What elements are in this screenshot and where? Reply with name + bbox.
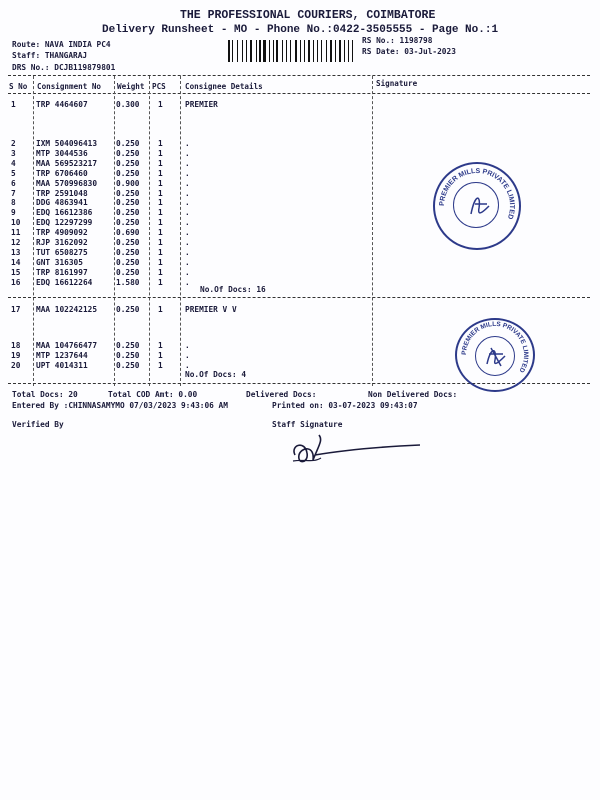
svg-text:PREMIER MILLS PRIVATE LIMITED: PREMIER MILLS PRIVATE LIMITED (438, 167, 516, 220)
barcode-bar (269, 40, 270, 62)
row-sno: 14 (11, 257, 21, 267)
row-sno: 20 (11, 360, 21, 370)
printed-on: Printed on: 03-07-2023 09:43:07 (272, 401, 418, 410)
barcode-bar (348, 40, 349, 62)
row-sno: 4 (11, 158, 16, 168)
row-sno: 1 (11, 100, 16, 109)
company-stamp-1 (433, 162, 521, 250)
verified-by: Verified By (12, 420, 64, 429)
col-sep-3 (149, 76, 150, 386)
row-weight: 0.250 (116, 238, 140, 247)
row-consignee: . (185, 277, 190, 287)
row-weight: 0.250 (116, 198, 140, 208)
divider-top (8, 75, 590, 76)
row-sno: 2 (11, 139, 16, 148)
row-pcs: 1 (158, 238, 163, 247)
row-consignment: TRP 4464607 (36, 100, 88, 109)
rs-date: RS Date: 03-Jul-2023 (362, 47, 456, 56)
barcode-bar (295, 40, 297, 62)
col-consignment: Consignment No (37, 82, 102, 91)
col-sno: S No (9, 82, 28, 91)
row-consignment: TRP 4909092 (36, 228, 88, 238)
row-weight: 0.250 (116, 188, 140, 198)
col-sep-5 (372, 76, 373, 386)
company-stamp-2 (455, 318, 535, 392)
row-sno: 15 (11, 267, 21, 277)
row-pcs: 1 (158, 178, 163, 188)
row-consignee: . (185, 208, 190, 218)
barcode-bar (313, 40, 315, 62)
row-consignment: UPT 4014311 (36, 360, 88, 370)
barcode-bar (317, 40, 318, 62)
barcode-bar (335, 40, 336, 62)
row-pcs: 1 (158, 100, 163, 109)
row-consignment: MAA 104766477 (36, 341, 98, 350)
barcode-bar (242, 40, 244, 62)
barcode-bar (290, 40, 291, 62)
row-pcs: 1 (158, 341, 163, 350)
row-pcs: 1 (158, 305, 163, 314)
row-consignment: MAA 570996830 (36, 178, 98, 188)
row-consignee: PREMIER (185, 100, 218, 109)
delivered-docs: Delivered Docs: (246, 390, 317, 399)
row-consignment: GNT 316305 (36, 257, 83, 267)
row-sno: 3 (11, 148, 16, 158)
row-pcs: 1 (158, 277, 163, 287)
row-sno: 6 (11, 178, 16, 188)
barcode (228, 40, 354, 62)
row-consignee: . (185, 178, 190, 188)
barcode-bar (246, 40, 247, 62)
row-sno: 10 (11, 218, 21, 228)
barcode-bar (263, 40, 265, 62)
row-sno: 17 (11, 305, 21, 314)
row-consignee: . (185, 218, 190, 228)
barcode-bar (321, 40, 322, 62)
row-consignment: MAA 102242125 (36, 305, 98, 314)
row-consignment: MTP 1237644 (36, 350, 88, 360)
barcode-bar (344, 40, 345, 62)
row-weight: 0.250 (116, 218, 140, 228)
stamp-text-ring (435, 164, 519, 248)
row-consignee: . (185, 238, 190, 247)
row-pcs: 1 (158, 257, 163, 267)
row-consignee: . (185, 139, 190, 148)
row-weight: 0.250 (116, 158, 140, 168)
svg-text:PREMIER MILLS PRIVATE LIMITED: PREMIER MILLS PRIVATE LIMITED (460, 320, 530, 374)
divider-header (8, 93, 590, 94)
row-consignee: . (185, 341, 190, 350)
row-weight: 0.250 (116, 148, 140, 158)
row-weight: 0.250 (116, 208, 140, 218)
col-weight: Weight (117, 82, 145, 91)
col-sep-1 (33, 76, 34, 386)
barcode-bar (339, 40, 341, 62)
barcode-bar (228, 40, 230, 62)
row-consignment: IXM 504096413 (36, 139, 98, 148)
group2-doc-count: No.Of Docs: 4 (185, 370, 247, 379)
row-pcs: 1 (158, 360, 163, 370)
row-consignee: . (185, 350, 190, 360)
row-consignee: . (185, 257, 190, 267)
barcode-bar (237, 40, 238, 62)
row-consignment: EDQ 16612386 (36, 208, 93, 218)
row-weight: 0.250 (116, 247, 140, 257)
barcode-bar (276, 40, 278, 62)
row-pcs: 1 (158, 208, 163, 218)
col-sep-2 (114, 76, 115, 386)
row-sno: 8 (11, 198, 16, 208)
route-label: Route: NAVA INDIA PC4 (12, 40, 111, 49)
row-weight: 0.250 (116, 305, 140, 314)
row-consignee: . (185, 228, 190, 238)
row-consignment: EDQ 16612264 (36, 277, 93, 287)
row-pcs: 1 (158, 168, 163, 178)
total-cod: Total COD Amt: 0.00 (108, 390, 198, 399)
row-weight: 0.300 (116, 100, 140, 109)
row-pcs: 1 (158, 218, 163, 228)
row-pcs: 1 (158, 267, 163, 277)
barcode-bar (352, 40, 353, 62)
col-signature: Signature (376, 79, 418, 88)
row-pcs: 1 (158, 148, 163, 158)
row-sno: 18 (11, 341, 21, 350)
row-weight: 0.250 (116, 139, 140, 148)
col-pcs: PCS (152, 82, 166, 91)
runsheet-subtitle: Delivery Runsheet - MO - Phone No.:0422-3505555 - Page No.:1 (102, 24, 499, 36)
row-consignment: MTP 3044536 (36, 148, 88, 158)
barcode-bar (282, 40, 283, 62)
row-consignment: TRP 6706460 (36, 168, 88, 178)
row-consignee: . (185, 168, 190, 178)
row-weight: 0.250 (116, 267, 140, 277)
rs-number: RS No.: 1198798 (362, 36, 433, 45)
barcode-bar (300, 40, 301, 62)
row-consignment: TUT 6508275 (36, 247, 88, 257)
row-sno: 11 (11, 228, 21, 238)
row-weight: 0.900 (116, 178, 140, 188)
barcode-bar (250, 40, 252, 62)
drs-number: DRS No.: DCJB119879801 (12, 63, 116, 72)
row-weight: 0.250 (116, 350, 140, 360)
barcode-bar (326, 40, 327, 62)
row-sno: 13 (11, 247, 21, 257)
staff-signature-scribble (285, 425, 425, 470)
barcode-bar (308, 40, 310, 62)
row-sno: 12 (11, 238, 21, 247)
barcode-bar (304, 40, 305, 62)
company-title: THE PROFESSIONAL COURIERS, COIMBATORE (180, 9, 436, 22)
row-pcs: 1 (158, 228, 163, 238)
total-docs: Total Docs: 20 (12, 390, 78, 399)
row-consignment: MAA 569523217 (36, 158, 98, 168)
row-consignment: DDG 4863941 (36, 198, 88, 208)
divider-group (8, 297, 590, 298)
row-sno: 9 (11, 208, 16, 218)
row-consignee: . (185, 198, 190, 208)
row-consignment: TRP 8161997 (36, 267, 88, 277)
row-weight: 0.250 (116, 341, 140, 350)
row-consignment: TRP 2591048 (36, 188, 88, 198)
row-consignee: . (185, 267, 190, 277)
row-pcs: 1 (158, 247, 163, 257)
barcode-bar (232, 40, 233, 62)
row-weight: 0.250 (116, 360, 140, 370)
row-pcs: 1 (158, 139, 163, 148)
barcode-bar (259, 40, 261, 62)
row-pcs: 1 (158, 188, 163, 198)
staff-label: Staff: THANGARAJ (12, 51, 88, 60)
stamp-text-ring (457, 320, 533, 390)
barcode-bar (330, 40, 332, 62)
barcode-bar (256, 40, 257, 62)
group1-doc-count: No.Of Docs: 16 (200, 285, 266, 294)
row-pcs: 1 (158, 198, 163, 208)
row-consignee: . (185, 360, 190, 370)
row-consignee: . (185, 188, 190, 198)
row-weight: 0.250 (116, 257, 140, 267)
staff-signature-label: Staff Signature (272, 420, 343, 429)
row-weight: 1.580 (116, 277, 140, 287)
row-weight: 0.690 (116, 228, 140, 238)
col-consignee: Consignee Details (185, 82, 263, 91)
row-consignment: EDQ 12297299 (36, 218, 93, 228)
row-consignee: PREMIER V V (185, 305, 237, 314)
row-sno: 7 (11, 188, 16, 198)
row-consignee: . (185, 148, 190, 158)
row-consignee: . (185, 158, 190, 168)
row-consignment: RJP 3162092 (36, 238, 88, 247)
row-pcs: 1 (158, 158, 163, 168)
row-weight: 0.250 (116, 168, 140, 178)
barcode-bar (273, 40, 274, 62)
non-delivered-docs: Non Delivered Docs: (368, 390, 458, 399)
row-sno: 19 (11, 350, 21, 360)
barcode-bar (286, 40, 288, 62)
entered-by: Entered By :CHINNASAMYMO 07/03/2023 9:43:06 AM (12, 401, 228, 410)
row-pcs: 1 (158, 350, 163, 360)
row-sno: 16 (11, 277, 21, 287)
row-consignee: . (185, 247, 190, 257)
col-sep-4 (180, 76, 181, 386)
row-sno: 5 (11, 168, 16, 178)
